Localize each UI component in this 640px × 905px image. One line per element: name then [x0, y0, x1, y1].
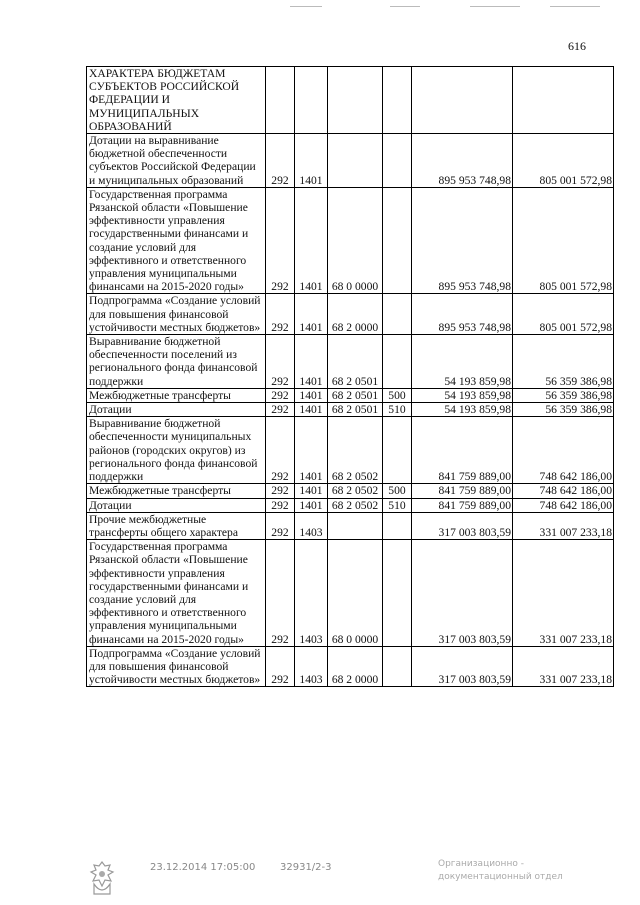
admin-code-cell: 292: [266, 294, 295, 335]
section-code-cell: 1401: [295, 294, 328, 335]
table-row: [87, 335, 614, 389]
amount-year2-cell: 748 642 186,00: [513, 484, 614, 498]
row-name-cell: Прочие межбюджетные трансферты общего характера: [87, 512, 266, 539]
amount-year2-cell: 748 642 186,00: [513, 417, 614, 484]
target-code-cell: [328, 512, 383, 539]
admin-code-cell: 292: [266, 646, 295, 687]
amount-year1-cell: 841 759 889,00: [412, 484, 513, 498]
target-code-cell: 68 2 0501: [328, 335, 383, 389]
target-code-cell: 68 2 0502: [328, 417, 383, 484]
row-name-cell: Подпрограмма «Создание условий для повышения финансовой устойчивости местных бюджетов»: [87, 294, 266, 335]
admin-code-cell: 292: [266, 335, 295, 389]
section-code-cell: 1401: [295, 335, 328, 389]
coat-of-arms-icon: [88, 860, 116, 898]
section-code-cell: 1403: [295, 540, 328, 647]
section-code-cell: 1403: [295, 512, 328, 539]
row-name-cell: Дотации: [87, 403, 266, 417]
expense-type-cell: [383, 540, 412, 647]
target-code-cell: [328, 134, 383, 188]
expense-type-cell: 500: [383, 388, 412, 402]
table-row: [87, 187, 614, 294]
section-code-cell: 1401: [295, 417, 328, 484]
table-row: [87, 388, 614, 402]
amount-year1-cell: 54 193 859,98: [412, 403, 513, 417]
expense-type-cell: 500: [383, 484, 412, 498]
row-name-cell: Государственная программа Рязанской области «Повышение эффективности управления государственными финансами и создание условий для эффективного и ответственного управления муниципальными финансами на 2015-2020 годы»: [87, 540, 266, 647]
table-row: [87, 294, 614, 335]
section-code-cell: 1401: [295, 484, 328, 498]
section-code-cell: 1401: [295, 134, 328, 188]
stamp-timestamp: 23.12.2014 17:05:00: [150, 862, 256, 873]
expense-type-cell: [383, 646, 412, 687]
expense-type-cell: [383, 187, 412, 294]
amount-year1-cell: 317 003 803,59: [412, 646, 513, 687]
target-code-cell: 68 0 0000: [328, 540, 383, 647]
section-code-cell: 1401: [295, 403, 328, 417]
row-name-cell: Дотации: [87, 498, 266, 512]
stamp-department: [438, 858, 563, 884]
admin-code-cell: 292: [266, 187, 295, 294]
row-name-cell: Межбюджетные трансферты: [87, 388, 266, 402]
table-row: [87, 540, 614, 647]
target-code-cell: 68 2 0000: [328, 294, 383, 335]
row-name-cell: Выравнивание бюджетной обеспеченности муниципальных районов (городских округов) из регионального фонда финансовой поддержки: [87, 417, 266, 484]
admin-code-cell: 292: [266, 417, 295, 484]
admin-code-cell: 292: [266, 484, 295, 498]
admin-code-cell: 292: [266, 388, 295, 402]
amount-year2-cell: 56 359 386,98: [513, 335, 614, 389]
expense-type-cell: [383, 417, 412, 484]
table-header-row: [87, 67, 614, 134]
scan-top-marks: [270, 4, 610, 10]
target-code-cell: 68 2 0502: [328, 484, 383, 498]
row-name-cell: Межбюджетные трансферты: [87, 484, 266, 498]
footer-stamp: [0, 858, 640, 902]
target-code-cell: 68 2 0501: [328, 403, 383, 417]
stamp-doc-number: 32931/2-3: [280, 862, 332, 873]
target-code-cell: 68 2 0502: [328, 498, 383, 512]
row-name-cell: Подпрограмма «Создание условий для повышения финансовой устойчивости местных бюджетов»: [87, 646, 266, 687]
amount-year1-cell: 54 193 859,98: [412, 388, 513, 402]
section-code-cell: 1403: [295, 646, 328, 687]
amount-year2-cell: 331 007 233,18: [513, 540, 614, 647]
target-code-cell: 68 2 0000: [328, 646, 383, 687]
row-name-cell: Дотации на выравнивание бюджетной обеспеченности субъектов Российской Федерации и муниципальных образований: [87, 134, 266, 188]
amount-year1-cell: 841 759 889,00: [412, 417, 513, 484]
expense-type-cell: 510: [383, 403, 412, 417]
amount-year1-cell: 895 953 748,98: [412, 187, 513, 294]
amount-year2-cell: 805 001 572,98: [513, 187, 614, 294]
target-code-cell: 68 2 0501: [328, 388, 383, 402]
table-row: [87, 512, 614, 539]
table-row: [87, 498, 614, 512]
admin-code-cell: 292: [266, 540, 295, 647]
section-code-cell: 1401: [295, 187, 328, 294]
expense-type-cell: [383, 512, 412, 539]
stamp-org-line1: Организационно -: [438, 859, 524, 869]
section-code-cell: 1401: [295, 388, 328, 402]
amount-year1-cell: 317 003 803,59: [412, 540, 513, 647]
row-name-cell: Государственная программа Рязанской области «Повышение эффективности управления государственными финансами и создание условий для эффективного и ответственного управления муниципальными финансами на 2015-2020 годы»: [87, 187, 266, 294]
admin-code-cell: 292: [266, 403, 295, 417]
amount-year2-cell: 805 001 572,98: [513, 294, 614, 335]
amount-year2-cell: 805 001 572,98: [513, 134, 614, 188]
amount-year1-cell: 841 759 889,00: [412, 498, 513, 512]
page-number: 616: [568, 39, 586, 53]
amount-year2-cell: 331 007 233,18: [513, 646, 614, 687]
section-code-cell: 1401: [295, 498, 328, 512]
expense-type-cell: [383, 335, 412, 389]
header-cell: ХАРАКТЕРА БЮДЖЕТАМ СУБЪЕКТОВ РОССИЙСКОЙ ФЕДЕРАЦИИ И МУНИЦИПАЛЬНЫХ ОБРАЗОВАНИЙ: [87, 67, 266, 134]
admin-code-cell: 292: [266, 512, 295, 539]
amount-year1-cell: 54 193 859,98: [412, 335, 513, 389]
table-row: [87, 417, 614, 484]
admin-code-cell: 292: [266, 134, 295, 188]
table-row: [87, 403, 614, 417]
amount-year2-cell: 56 359 386,98: [513, 403, 614, 417]
table-row: [87, 484, 614, 498]
stamp-org-line2: документационный отдел: [438, 872, 563, 882]
expense-type-cell: 510: [383, 498, 412, 512]
amount-year2-cell: 748 642 186,00: [513, 498, 614, 512]
admin-code-cell: 292: [266, 498, 295, 512]
table-row: [87, 134, 614, 188]
amount-year2-cell: 56 359 386,98: [513, 388, 614, 402]
amount-year1-cell: 317 003 803,59: [412, 512, 513, 539]
table-row: [87, 646, 614, 687]
expense-type-cell: [383, 134, 412, 188]
amount-year2-cell: 331 007 233,18: [513, 512, 614, 539]
target-code-cell: 68 0 0000: [328, 187, 383, 294]
row-name-cell: Выравнивание бюджетной обеспеченности поселений из регионального фонда финансовой поддержки: [87, 335, 266, 389]
budget-table: [86, 66, 614, 687]
amount-year1-cell: 895 953 748,98: [412, 134, 513, 188]
expense-type-cell: [383, 294, 412, 335]
amount-year1-cell: 895 953 748,98: [412, 294, 513, 335]
